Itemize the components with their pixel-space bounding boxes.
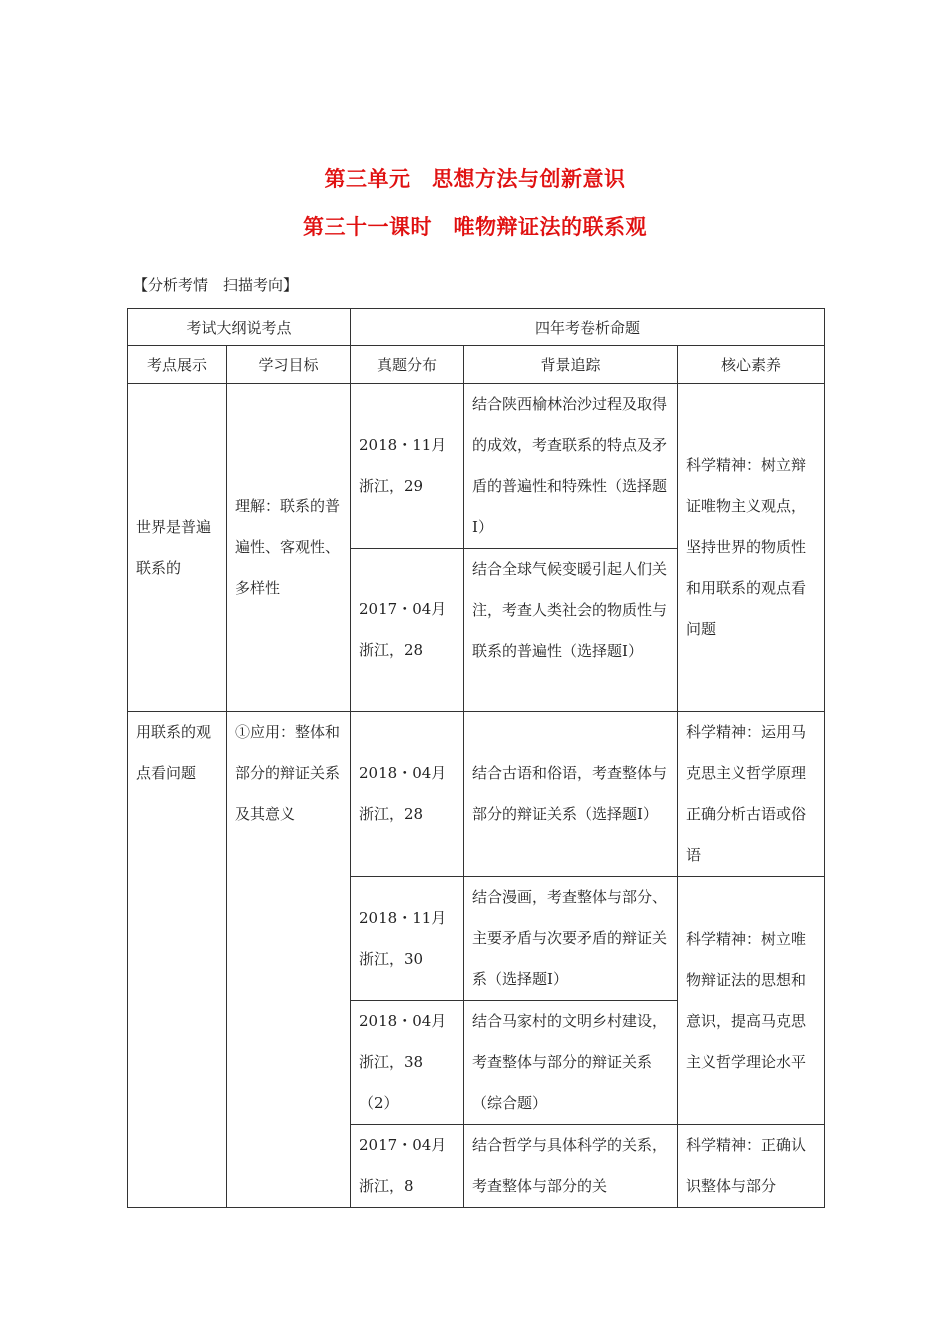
section-label: 【分析考情 扫描考向】 <box>133 276 299 294</box>
table-row <box>128 712 825 877</box>
exam-cell: 2017・04月浙江，8 <box>351 1125 464 1208</box>
background-cell: 结合马家村的文明乡村建设，考查整体与部分的辩证关系（综合题） <box>464 1001 678 1125</box>
background-cell: 结合古语和俗语，考查整体与部分的辩证关系（选择题Ⅰ） <box>464 712 678 877</box>
literacy-cell: 科学精神：运用马克思主义哲学原理正确分析古语或俗语 <box>678 712 825 877</box>
background-cell: 结合全球气候变暖引起人们关注，考查人类社会的物质性与联系的普遍性（选择题Ⅰ） <box>464 549 678 712</box>
literacy-cell: 科学精神：树立辩证唯物主义观点，坚持世界的物质性和用联系的观点看问题 <box>678 384 825 712</box>
background-cell: 结合漫画，考查整体与部分、主要矛盾与次要矛盾的辩证关系（选择题Ⅰ） <box>464 877 678 1001</box>
literacy-cell: 科学精神：正确认识整体与部分 <box>678 1125 825 1208</box>
header-group-syllabus: 考试大纲说考点 <box>128 309 351 346</box>
literacy-cell: 科学精神：树立唯物辩证法的思想和意识，提高马克思主义哲学理论水平 <box>678 877 825 1125</box>
topic-cell: 用联系的观点看问题 <box>128 712 227 1208</box>
background-cell: 结合哲学与具体科学的关系，考查整体与部分的关 <box>464 1125 678 1208</box>
exam-cell: 2018・04月浙江，28 <box>351 712 464 877</box>
background-cell: 结合陕西榆林治沙过程及取得的成效，考查联系的特点及矛盾的普遍性和特殊性（选择题Ⅰ） <box>464 384 678 549</box>
syllabus-table <box>127 308 825 1208</box>
lesson-title: 第三十一课时 唯物辩证法的联系观 <box>303 215 647 239</box>
goal-cell: ①应用：整体和部分的辩证关系及其意义 <box>227 712 351 1208</box>
exam-cell: 2018・11月浙江，30 <box>351 877 464 1001</box>
unit-title: 第三单元 思想方法与创新意识 <box>324 167 626 191</box>
column-header-background: 背景追踪 <box>464 346 678 384</box>
table-row <box>128 384 825 549</box>
column-header-literacy: 核心素养 <box>678 346 825 384</box>
header-group-exams: 四年考卷析命题 <box>351 309 825 346</box>
exam-cell: 2018・04月浙江，38（2） <box>351 1001 464 1125</box>
exam-cell: 2017・04月浙江，28 <box>351 549 464 712</box>
column-header-exam: 真题分布 <box>351 346 464 384</box>
exam-cell: 2018・11月浙江，29 <box>351 384 464 549</box>
header-column-row <box>128 346 825 384</box>
topic-cell: 世界是普遍联系的 <box>128 384 227 712</box>
goal-cell: 理解：联系的普遍性、客观性、多样性 <box>227 384 351 712</box>
column-header-goal: 学习目标 <box>227 346 351 384</box>
header-group-row <box>128 309 825 346</box>
column-header-topic: 考点展示 <box>128 346 227 384</box>
